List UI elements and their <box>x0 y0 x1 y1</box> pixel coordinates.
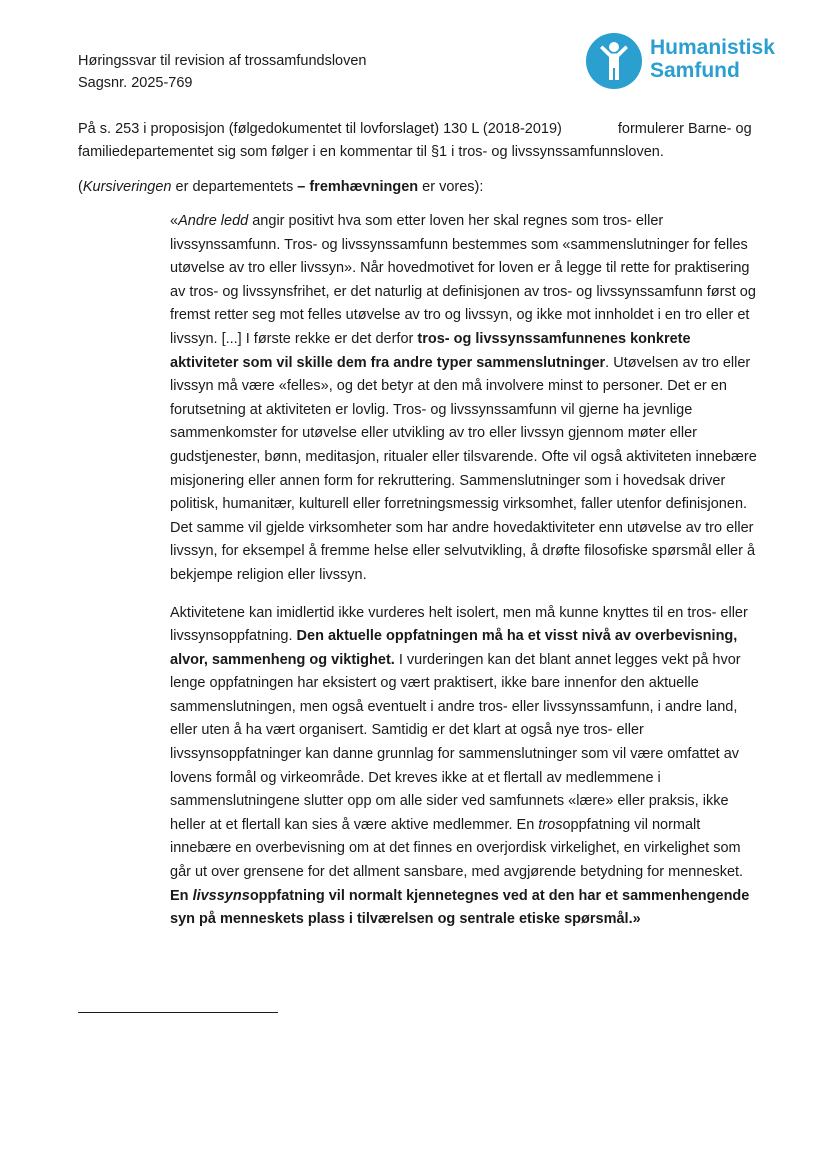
organization-logo <box>586 33 786 93</box>
human-figure-icon <box>586 33 642 89</box>
bold-italic-text: livssyns <box>192 887 250 904</box>
logo-line-1: Humanistisk <box>650 36 775 59</box>
quote-text: oppfatning vil normalt innebære en overbevisning om at det finnes en overjordisk virkelighet, en virkelighet som går ut over grensene for det allment sansbare, med avgjørende betydning for mennesket. <box>170 816 744 881</box>
italic-text: Andre ledd <box>178 213 249 229</box>
quote-text: Aktivitetene kan imidlertid ikke vurderes helt isolert, men må kunne knyttes til en tros- eller livssynsoppfatning. <box>170 604 748 645</box>
intro-section <box>78 118 758 199</box>
bold-text: – fremhævningen <box>297 179 419 195</box>
intro-text: ( <box>78 179 83 195</box>
intro-text: er vores): <box>418 179 484 195</box>
quote-text: « <box>170 213 179 229</box>
bold-text: Den aktuelle oppfatningen må ha et visst nivå av overbevisning, alvor, sammenheng og viktighet. <box>170 628 738 668</box>
quote-text: angir positivt hva som etter loven her skal regnes som tros- eller livssynssamfunn. Tros- og livssynssamfunn bestemmes som «sammenslutninger for felles utøvelse av tro eller livssyn». Når hovedmotivet for loven er å legge til rette for praktisering av tros- og livssynsfrihet, er det naturlig at definisjonen av tros- og livssynssamfunn først og fremst retter seg mot felles utøvelse av tro og livssyn, og ikke mot innholdet i en tro eller et livssyn. [...] I første rekke er det derfor <box>170 213 756 347</box>
quote-paragraph-1 <box>170 210 760 588</box>
quote-text: I vurderingen kan det blant annet legges vekt på hvor lenge oppfatningen har eksistert og vært praktisert, ikke bare innenfor den aktuelle sammenslutningen, men også eventuelt i andre tros- eller livssynssamfunn, i andre land, eller uten å ha vært organisert. Samtidig er det klart at også nye tros- eller livssynsoppfatninger kan danne grunnlag for sammenslutninger som vil være omfattet av lovens formål og virkeområde. Det kreves ikke at et flertall av medlemmene i sammenslutningene slutter opp om alle sider ved samfunnets «lære» eller praksis, ikke heller at et flertall kan sies å være aktive medlemmer. En <box>170 651 741 833</box>
intro-paragraph-2 <box>78 176 758 199</box>
intro-text: familiedepartementet sig som følger i en kommentar til §1 i tros- og livssynssamfunnsloven. <box>78 144 664 160</box>
case-number: Sagsnr. 2025-769 <box>78 75 193 91</box>
bold-text <box>170 888 749 928</box>
intro-text: er departementets <box>171 179 298 195</box>
quote-text: . Utøvelsen av tro eller livssyn må være «felles», og det betyr at den må involvere minst to personer. Det er en forutsetning at aktiviteten er lovlig. Tros- og livssynssamfunn vil gjerne ha jevnlige sammenkomster for utøvelse eller utvikling av tro eller livssyn gjennom møter eller gudstjenester, bønn, meditasjon, ritualer eller tilsvarende. Ofte vil også aktiviteten innebære misjonering eller annen form for rekruttering. Sammenslutninger som i hovedsak driver politisk, humanitær, kulturell eller forretningsmessig virksomhet, faller utenfor definisjonen. Det samme vil gjelde virksomheter som har andre hovedaktiviteter enn utøvelse av tro eller livssyn, for eksempel å fremme helse eller selvutvikling, å drøfte filosofiske spørsmål eller å bekjempe religion eller livssyn. <box>170 354 757 583</box>
footnote-separator <box>78 1012 278 1013</box>
bold-text: oppfatning vil normalt kjennetegnes ved at den har et sammenhengende syn på menneskets plass i tilværelsen og sentrale etiske spørsmål.» <box>170 887 750 928</box>
quote-block <box>170 210 760 932</box>
italic-text: Kursiveringen <box>82 179 172 195</box>
italic-text: tros <box>538 816 563 833</box>
header-title: Høringssvar til revision af trossamfundsloven <box>78 53 367 69</box>
quote-paragraph-2 <box>170 602 760 932</box>
document-header <box>78 50 367 94</box>
intro-text: På s. 253 i proposisjon (følgedokumentet til lovforslaget) 130 L (2018-2019) <box>78 121 562 137</box>
bold-text: En <box>170 887 193 904</box>
intro-text: formulerer Barne- og <box>617 121 752 137</box>
intro-paragraph-1 <box>78 118 758 164</box>
logo-wordmark <box>650 36 775 82</box>
logo-line-2: Samfund <box>650 59 740 82</box>
bold-text: tros- og livssynssamfunnenes konkrete aktiviteter som vil skille dem fra andre typer sammenslutninger <box>170 330 691 371</box>
